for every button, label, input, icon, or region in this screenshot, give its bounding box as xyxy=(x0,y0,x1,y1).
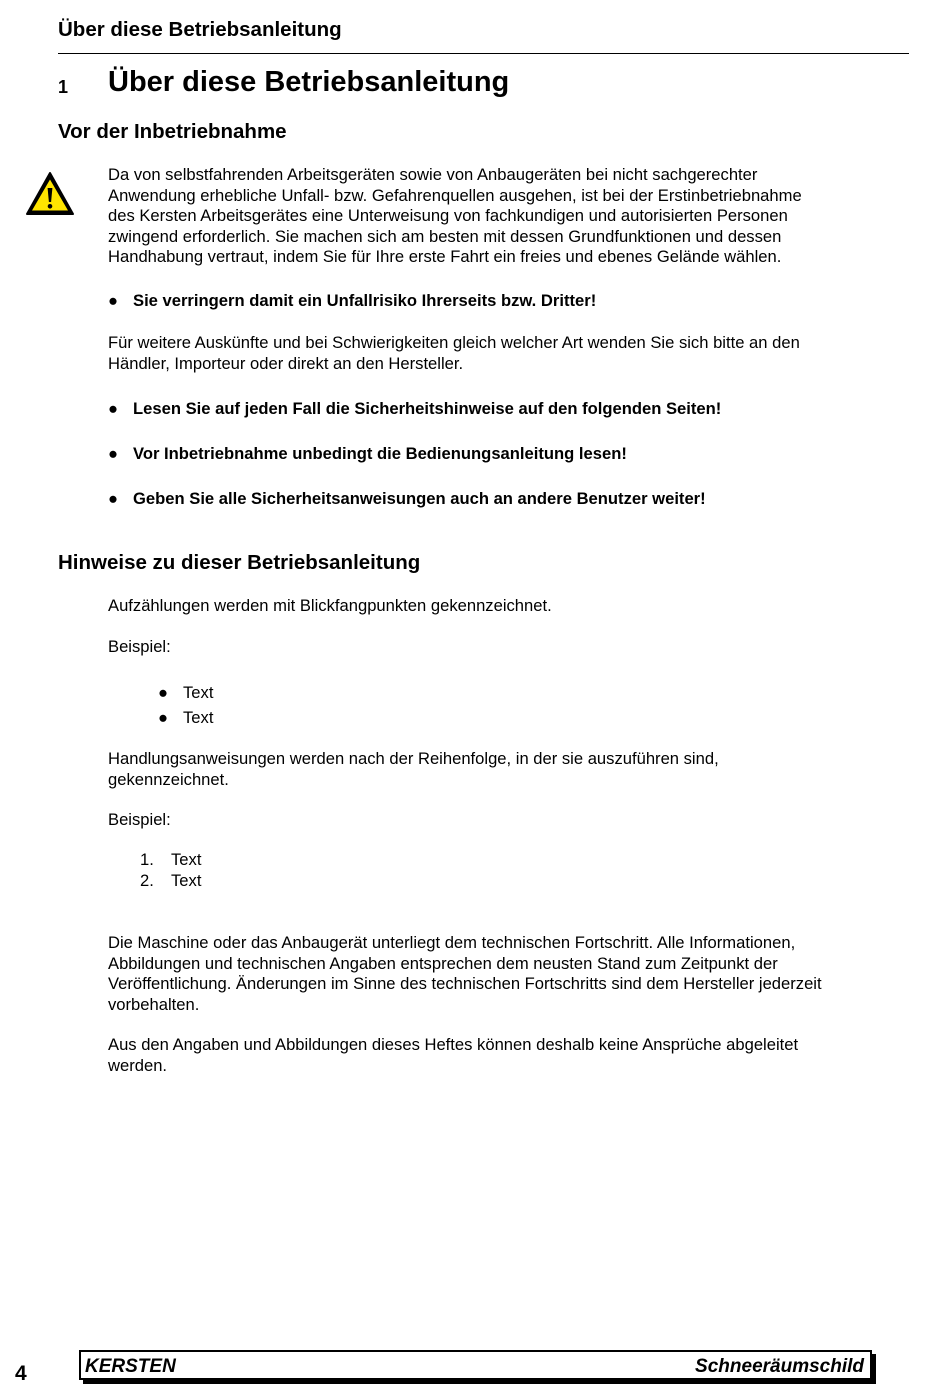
intro-paragraph xyxy=(108,165,908,268)
text-line: Handhabung vertraut, indem Sie für Ihre erste Fahrt ein freies und ebenes Gelände wählen. xyxy=(108,247,782,266)
step-number: 2. xyxy=(140,871,154,890)
text-line: Anwendung erhebliche Unfall- bzw. Gefahrenquellen ausgehen, ist bei der Erstinbetriebnahme xyxy=(108,185,802,205)
section-heading-vor-inbetriebnahme: Vor der Inbetriebnahme xyxy=(58,120,287,143)
contact-paragraph xyxy=(108,333,908,374)
text-line: Handlungsanweisungen werden nach der Reihenfolge, in der sie auszuführen sind, xyxy=(108,749,719,768)
text-line: vorbehalten. xyxy=(108,994,200,1014)
bullet-dot-icon: ● xyxy=(158,708,169,727)
bullet-text: Lesen Sie auf jeden Fall die Sicherheitshinweise auf den folgenden Seiten! xyxy=(133,399,722,418)
bullet-text: Vor Inbetriebnahme unbedingt die Bedienungsanleitung lesen! xyxy=(133,444,627,463)
bullet-dot-icon: ● xyxy=(108,444,119,463)
text-line: Aus den Angaben und Abbildungen dieses Heftes können deshalb keine Ansprüche abgeleitet xyxy=(108,1035,799,1054)
page-number: 4 xyxy=(15,1362,27,1385)
bullet-dot-icon: ● xyxy=(108,399,119,418)
progress-paragraph xyxy=(108,933,908,1015)
step-text: Text xyxy=(171,871,202,890)
disclaimer-paragraph xyxy=(108,1035,908,1076)
footer-brand: KERSTEN xyxy=(85,1356,176,1377)
footer-product: Schneeräumschild xyxy=(695,1356,864,1377)
chapter-title: Über diese Betriebsanleitung xyxy=(108,66,510,98)
bullet-dot-icon: ● xyxy=(108,291,119,310)
bullets-intro: Aufzählungen werden mit Blickfangpunkten gekennzeichnet. xyxy=(108,596,552,615)
bullet-dot-icon: ● xyxy=(108,489,119,508)
text-line: werden. xyxy=(108,1055,168,1075)
warning-triangle-icon xyxy=(25,171,75,216)
example-bullet-text: Text xyxy=(183,683,214,702)
step-number: 1. xyxy=(140,850,154,869)
bullet-dot-icon: ● xyxy=(158,683,169,702)
steps-intro xyxy=(108,749,908,790)
example-label: Beispiel: xyxy=(108,810,171,829)
text-line: Abbildungen und technischen Angaben entsprechen dem neusten Stand zum Zeitpunkt der xyxy=(108,953,778,973)
text-line: des Kersten Arbeitsgerätes eine Unterweisung von fachkundigen und autorisierten Personen xyxy=(108,206,788,225)
footer-bar xyxy=(79,1350,872,1380)
step-text: Text xyxy=(171,850,202,869)
header-rule xyxy=(58,53,909,54)
example-label: Beispiel: xyxy=(108,637,171,656)
section-heading-hinweise: Hinweise zu dieser Betriebsanleitung xyxy=(58,551,421,574)
text-line: Da von selbstfahrenden Arbeitsgeräten sowie von Anbaugeräten bei nicht sachgerechter xyxy=(108,165,758,184)
text-line: Händler, Importeur oder direkt an den Hersteller. xyxy=(108,353,464,373)
bullet-text: Geben Sie alle Sicherheitsanweisungen auch an andere Benutzer weiter! xyxy=(133,489,706,508)
example-bullet-text: Text xyxy=(183,708,214,727)
text-line: gekennzeichnet. xyxy=(108,769,229,789)
bullet-text: Sie verringern damit ein Unfallrisiko Ihrerseits bzw. Dritter! xyxy=(133,291,597,310)
text-line: zwingend erforderlich. Sie machen sich am besten mit dessen Grundfunktionen und dessen xyxy=(108,226,782,246)
text-line: Veröffentlichung. Änderungen im Sinne des technischen Fortschritts sind dem Hersteller jederzeit xyxy=(108,974,822,993)
running-header: Über diese Betriebsanleitung xyxy=(58,18,342,41)
text-line: Für weitere Auskünfte und bei Schwierigkeiten gleich welcher Art wenden Sie sich bitte an den xyxy=(108,333,800,352)
chapter-number: 1 xyxy=(58,77,69,97)
text-line: Die Maschine oder das Anbaugerät unterliegt dem technischen Fortschritt. Alle Informationen, xyxy=(108,933,796,952)
